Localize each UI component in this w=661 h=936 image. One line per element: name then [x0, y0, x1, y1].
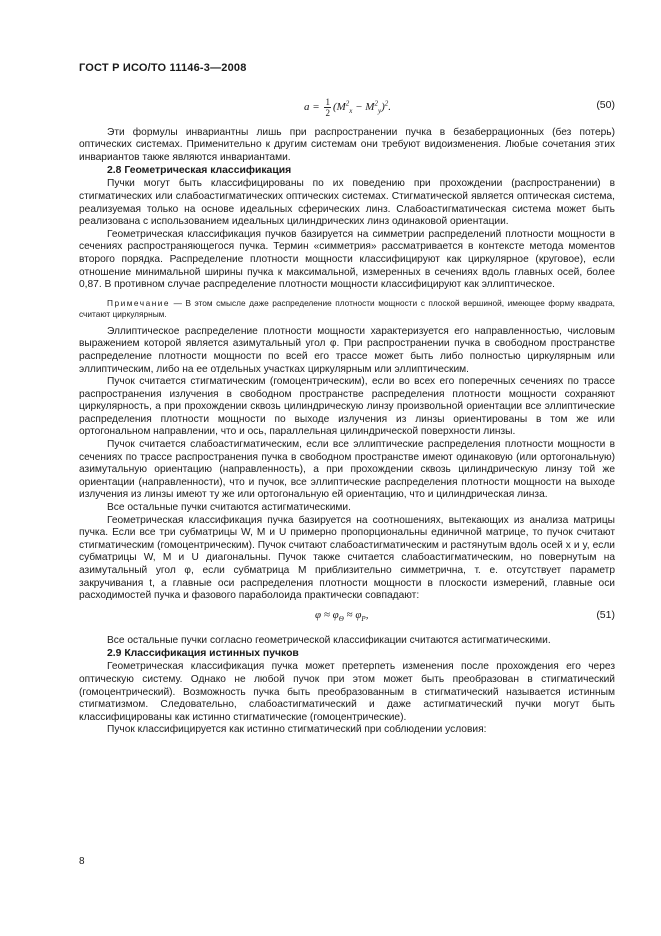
paragraph: Геометрическая классификация пучков базируется на симметрии распределений плотности мощности в сечениях распространяющегося пучка. Термин «симметрия» рассматривается в контексте метода моментов второго порядка. Распределение плотности мощности классифицируют как циркулярное (круговое), если отношение минимальной ширины пучка к максимальной, измеренных в сечениях вдоль главных осей, более 0,87. В противном случае распределение плотности мощности классифицируют как эллиптическое.	[79, 228, 615, 291]
formula-51	[79, 607, 615, 629]
page-number: 8	[79, 856, 85, 867]
paragraph: Геометрическая классификация пучка может претерпеть изменения после прохождения его через оптическую систему. Однако не любой пучок при этом может быть преобразован в стигматический (гомоцентрический). Возможность пучка быть преобразованным в стигматический называется истинным стигматизмом. Следовательно, слабоастигматический и даже астигматический пучки могут быть классифицированы как истинно стигматические (гомоцентрические).	[79, 661, 615, 723]
note-text: — В этом смысле даже распределение плотности мощности с плоской вершиной, имеющее форму квадрата, считают циркулярным.	[79, 297, 615, 319]
formula-51-expression: $\varphi \approx \varphi_\Theta \approx \varphi_P$,	[315, 608, 369, 623]
note	[79, 298, 615, 320]
formula-50-expression: a = $\frac{1}{2}$ $(M^2_x - M^2_y)^2$.	[304, 96, 391, 118]
paragraph: Все остальные пучки согласно геометрической классификации считаются астигматическими.	[107, 634, 551, 646]
note-label: Примечание	[107, 297, 171, 308]
paragraph: Эллиптическое распределение плотности мощности характеризуется его направленностью, числовым выражением которой является азимутальный угол φ. При распространении пучка в свободном пространстве распределение плотности мощности по всей его трассе может быть либо полностью циркулярным или эллиптическим, либо на ее отдельных участках циркулярным или эллиптическим.	[79, 325, 615, 375]
paragraph: Пучок считается слабоастигматическим, если все эллиптические распределения плотности мощности в сечениях по трассе распространения пучка в свободном пространстве имеют одинаковую (или ортогональную) азимутальную ориентацию (направленность), а при прохождении сквозь цилиндрическую линзу той же ориентации (направленности), что и пучок, все эллиптические распределения плотности мощности на выходе излучения из линзы имеют ту же или ортогональную ей ориентацию, что и цилиндрическая линза.	[79, 439, 615, 501]
section-heading-2-8: 2.8 Геометрическая классификация	[107, 165, 292, 177]
paragraph: Пучок считается стигматическим (гомоцентрическим), если во всех его поперечных сечениях по трассе распространения излучения в свободном пространстве распределения плотности мощности сохраняют циркулярность, а при прохождении сквозь цилиндрическую линзу произвольной ориентации все эллиптические распределения плотности мощности по выходе излучения из линзы ориентированы в том же или ортогональном направлении, что и ось, параллельная цилиндрической поверхности линзы.	[79, 376, 615, 438]
paragraph: Пучок классифицируется как истинно стигматический при соблюдении условия:	[107, 724, 487, 736]
paragraph: Пучки могут быть классифицированы по их поведению при прохождении (распространении) в стигматических или слабоастигматических оптических системах. Стигматической является оптическая система, реализуемая только на основе идеальных сферических линз. Слабоастигматическая система может быть реализована с использованием идеальных цилиндрических линз одинаковой ориентации.	[79, 178, 615, 228]
document-page	[79, 62, 615, 737]
section-heading-2-9: 2.9 Классификация истинных пучков	[107, 648, 299, 660]
formula-51-number: (51)	[596, 608, 615, 621]
formula-50-number: (50)	[596, 98, 615, 111]
formula-50	[79, 93, 615, 121]
document-header: ГОСТ Р ИСО/ТО 11146-3—2008	[79, 62, 247, 74]
paragraph: Геометрическая классификация пучка базируется на соотношениях, вытекающих из анализа матрицы пучка. Если все три субматрицы W, M и U примерно пропорциональны единичной матрице, то пучок считают стигматическим (гомоцентрическим). Пучок считают слабоастигматическим и растянутым вдоль осей x и y, если субматрицы W, M и U диагональны. Пучок также считается слабоастигматическим, но повернутым на азимутальный угол φ, если субматрица M приблизительно симметрична, т. е. отсутствует параметр закручивания t, а главные оси распределения плотности мощности в плоскости измерений, главные оси расходимостей пучка и фазового параболоида практически совпадают:	[79, 514, 615, 602]
paragraph: Эти формулы инвариантны лишь при распространении пучка в безаберрационных (без потерь) оптических системах. Применительно к другим системам они требуют видоизменения. Любые сочетания этих инвариантов также являются инвариантами.	[79, 126, 615, 163]
paragraph: Все остальные пучки считаются астигматическими.	[107, 502, 351, 514]
